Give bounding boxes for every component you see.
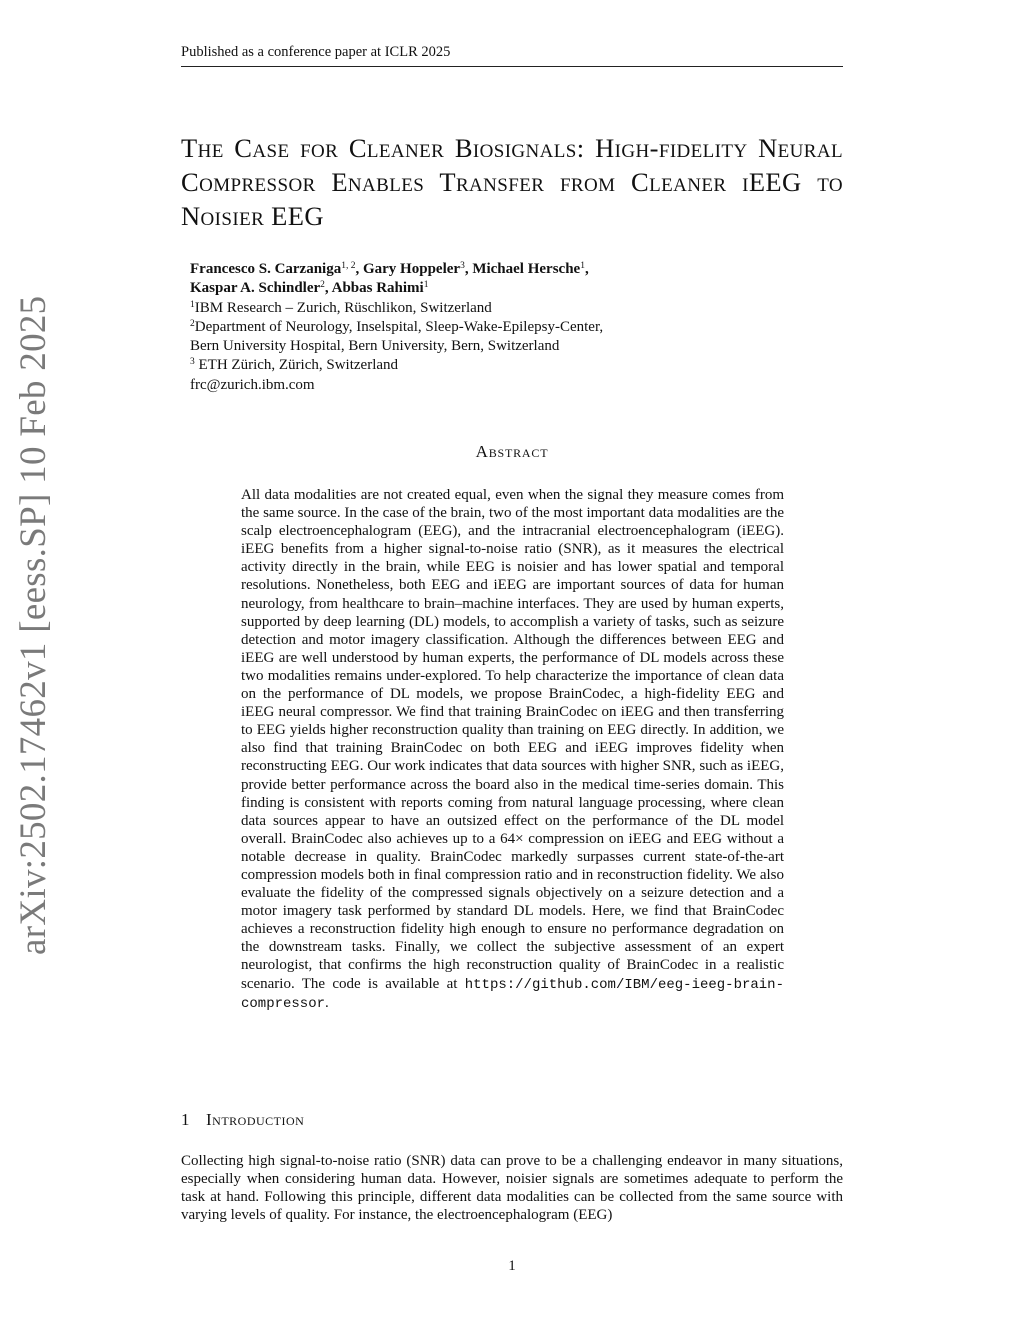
- author-separator: ,: [355, 261, 363, 277]
- author-email[interactable]: frc@zurich.ibm.com: [190, 376, 315, 393]
- introduction-paragraph: Collecting high signal-to-noise ratio (SNR) data can prove to be a challenging endeavor in many situations, especially when considering human data. However, noisier signals are sometimes adequate to perform the task at hand. Following this principle, different data modalities can be collected from the same source with varying levels of quality. For instance, the electroencephalogram (EEG): [181, 1153, 843, 1224]
- author-name: Abbas Rahimi: [331, 280, 424, 297]
- affiliation-mark: 1: [190, 299, 195, 310]
- abstract-trailing: .: [325, 994, 329, 1011]
- author-name: Gary Hoppeler: [362, 261, 461, 277]
- abstract-body: [241, 486, 784, 1013]
- author-name: Kaspar A. Schindler: [190, 280, 321, 297]
- affiliation-text: Department of Neurology, Inselspital, Sleep-Wake-Epilepsy-Center,: [194, 318, 604, 335]
- author-affil-mark: 1: [580, 261, 585, 271]
- author-name: Francesco S. Carzaniga: [190, 261, 342, 277]
- code-repository-link[interactable]: https://github.com/IBM/eeg-ieeg-brain-compressor: [241, 976, 784, 1012]
- section-title: Introduction: [206, 1110, 305, 1129]
- page-number: 1: [508, 1258, 516, 1274]
- affiliation-text: ETH Zürich, Zürich, Switzerland: [194, 357, 399, 374]
- section-heading: [181, 1110, 843, 1130]
- venue-text: Published as a conference paper at ICLR 2025: [181, 44, 451, 60]
- author-names-line-2: [190, 279, 830, 298]
- author-separator: ,: [324, 280, 332, 297]
- author-name: Michael Hersche: [472, 261, 581, 277]
- author-affil-mark: 3: [460, 261, 465, 271]
- affiliation-line: [190, 337, 830, 356]
- author-affil-mark: 1, 2: [341, 261, 356, 271]
- affiliation-text: Bern University Hospital, Bern University, Bern, Switzerland: [190, 338, 560, 355]
- author-affil-mark: 1: [423, 280, 429, 291]
- paper-title: The Case for Cleaner Biosignals: High-fidelity Neural Compressor Enables Transfer from Cleaner iEEG to Noisier EEG: [181, 133, 843, 231]
- author-names-line-1: [190, 260, 830, 279]
- abstract-paragraph: All data modalities are not created equal, even when the signal they measure comes from the same source. In the case of the brain, two of the most important data modalities are the scalp electroencephalogram (EEG), and the intracranial electroencephalogram (iEEG). iEEG benefits from a higher signal-to-noise ratio (SNR), as it measures the electrical activity directly in the brain, while EEG is noisier and has lower spatial and temporal resolutions. Nonetheless, both EEG and iEEG are important sources of data for human neurology, from healthcare to brain–machine interfaces. They are used by human experts, supported by deep learning (DL) models, to accomplish a variety of tasks, such as seizure detection and motor imagery classification. Although the differences between EEG and iEEG are well understood by human experts, the performance of DL models across these two modalities remains under-explored. To help characterize the importance of clean data on the performance of DL models, we propose BrainCodec, a high-fidelity EEG and iEEG neural compressor. We find that training BrainCodec on iEEG and then transferring to EEG yields higher reconstruction quality than training on EEG directly. In addition, we also find that training BrainCodec on both EEG and iEEG improves fidelity when reconstructing EEG. Our work indicates that data sources with higher SNR, such as iEEG, provide better performance across the board also in the medical time-series domain. This finding is consistent with reports coming from natural language processing, where clean data sources appear to have an outsized effect on the performance of the DL model overall. BrainCodec also achieves up to a 64× compression on iEEG and EEG without a notable decrease in quality. BrainCodec markedly surpasses current state-of-the-art compression models both in final compression ratio and in reconstruction fidelity. We also evaluate the fidelity of the compressed signals objectively on a seizure detection and a motor imagery task performed by standard DL models. Here, we find that BrainCodec achieves a reconstruction fidelity high enough to ensure no performance degradation on the downstream tasks. Finally, we collect the subjective assessment of an expert neurologist, that confirms the high reconstruction quality of BrainCodec in a realistic scenario. The code is available at: [241, 487, 784, 992]
- author-separator: ,: [464, 261, 473, 277]
- running-header: [181, 44, 843, 67]
- affiliation-line: [190, 356, 830, 375]
- affiliation-line: [190, 318, 830, 337]
- affiliation-mark: 3: [190, 357, 195, 368]
- arxiv-identifier[interactable]: arXiv:2502.17462v1 [eess.SP] 10 Feb 2025: [13, 295, 54, 955]
- affiliation-line: [190, 299, 830, 318]
- author-affil-mark: 2: [320, 280, 325, 291]
- author-block: [190, 260, 830, 395]
- author-separator: ,: [584, 261, 589, 277]
- affiliation-mark: 2: [190, 318, 195, 329]
- abstract-heading: Abstract: [475, 442, 549, 461]
- affiliation-text: IBM Research – Zurich, Rüschlikon, Switzerland: [194, 299, 492, 316]
- section-number: 1: [181, 1110, 190, 1129]
